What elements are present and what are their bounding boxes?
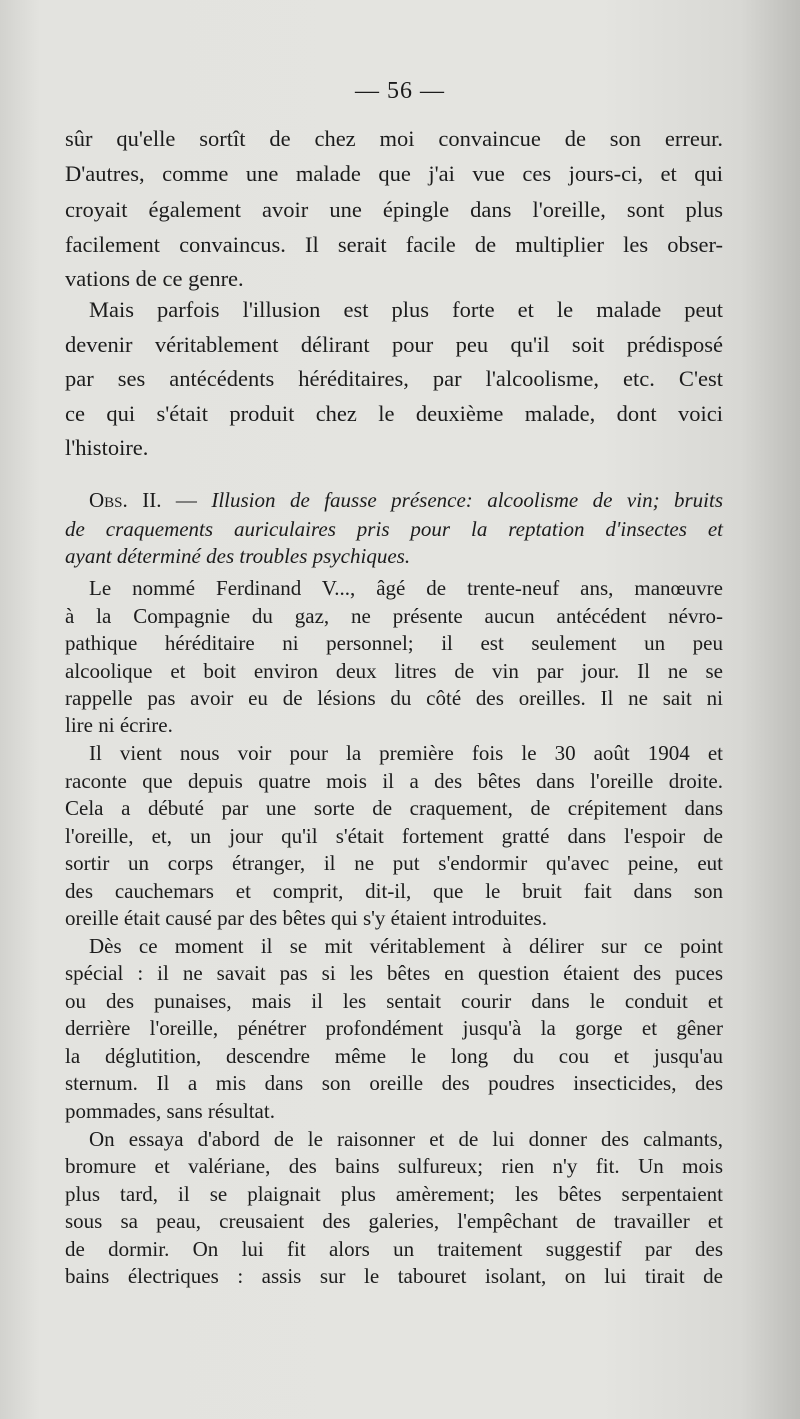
observation-title-line: de craquements auriculaires pris pour la reptation d'insectes et [65,517,723,541]
text-line: raconte que depuis quatre mois il a des bêtes dans l'oreille droite. [65,769,723,793]
text-line: oreille était causé par des bêtes qui s'y étaient introduites. [65,906,547,930]
text-line: à la Compagnie du gaz, ne présente aucun antécédent névro- [65,604,723,628]
observation-title-line: ayant déterminé des troubles psychiques. [65,544,411,568]
text-line: vations de ce genre. [65,266,244,291]
text-line: bromure et valériane, des bains sulfureux; rien n'y fit. Un mois [65,1154,723,1178]
text-line: facilement convaincus. Il serait facile de multiplier les obser- [65,232,723,257]
text-line: spécial : il ne savait pas si les bêtes en question étaient des puces [65,961,723,985]
text-line: ce qui s'était produit chez le deuxième malade, dont voici [65,401,723,426]
observation-label: Obs. II. [89,488,162,512]
text-line: l'histoire. [65,435,149,460]
observation-title: Illusion de fausse présence: alcoolisme de vin; bruits [211,488,724,512]
text-line: sous sa peau, creusaient des galeries, l'empêchant de travailler et [65,1209,723,1233]
text-line: derrière l'oreille, pénétrer profondément jusqu'à la gorge et gêner [65,1016,723,1040]
text-line: pommades, sans résultat. [65,1099,275,1123]
text-line: par ses antécédents héréditaires, par l'alcoolisme, etc. C'est [65,366,723,391]
observation-heading [65,486,723,514]
text-line: Cela a débuté par une sorte de craquement, de crépitement dans [65,796,723,820]
text-line: alcoolique et boit environ deux litres de vin par jour. Il ne se [65,659,723,683]
text-line: l'oreille, et, un jour qu'il s'était fortement gratté dans l'espoir de [65,824,723,848]
text-line: plus tard, il se plaignait plus amèrement; les bêtes serpentaient [65,1182,723,1206]
text-line: lire ni écrire. [65,713,173,737]
page-number: — 56 — [355,78,445,104]
text-line: sternum. Il a mis dans son oreille des poudres insecticides, des [65,1071,723,1095]
text-line: ou des punaises, mais il les sentait courir dans le conduit et [65,989,723,1013]
text-line: sûr qu'elle sortît de chez moi convaincue de son erreur. [65,126,723,151]
text-line: devenir véritablement délirant pour peu qu'il soit prédisposé [65,332,723,357]
text-line: Dès ce moment il se mit véritablement à délirer sur ce point [89,934,723,958]
text-line: D'autres, comme une malade que j'ai vue ces jours-ci, et qui [65,161,723,186]
text-line: des cauchemars et comprit, dit-il, que le bruit fait dans son [65,879,723,903]
observation-dash: — [161,488,212,512]
text-line: pathique héréditaire ni personnel; il est seulement un peu [65,631,723,655]
text-line: la déglutition, descendre même le long du cou et jusqu'au [65,1044,723,1068]
text-line: On essaya d'abord de le raisonner et de lui donner des calmants, [89,1127,723,1151]
text-line: Le nommé Ferdinand V..., âgé de trente-neuf ans, manœuvre [89,576,723,600]
text-line: Mais parfois l'illusion est plus forte et le malade peut [89,297,723,322]
text-line: croyait également avoir une épingle dans l'oreille, sont plus [65,197,723,222]
text-line: rappelle pas avoir eu de lésions du côté des oreilles. Il ne sait ni [65,686,723,710]
text-line: sortir un corps étranger, il ne put s'endormir qu'avec peine, eut [65,851,723,875]
text-line: bains électriques : assis sur le tabouret isolant, on lui tirait de [65,1264,723,1288]
text-line: de dormir. On lui fit alors un traitement suggestif par des [65,1237,723,1261]
text-line: Il vient nous voir pour la première fois le 30 août 1904 et [89,741,723,765]
